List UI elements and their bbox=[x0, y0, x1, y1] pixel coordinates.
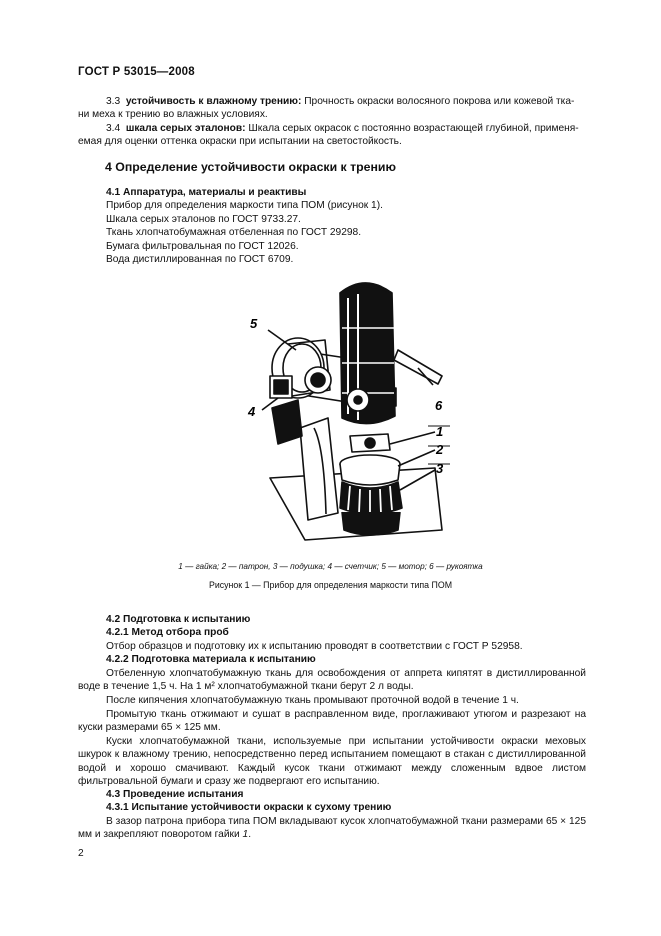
section-4-2 bbox=[106, 613, 586, 667]
list-item: Шкала серых эталонов по ГОСТ 9733.27. bbox=[106, 213, 301, 225]
figure-label-4: 4 bbox=[248, 404, 256, 419]
list-item: Ткань хлопчатобумажная отбеленная по ГОСТ 29298. bbox=[106, 227, 362, 239]
figure-label-1: 1 bbox=[436, 424, 444, 439]
term-3-4 bbox=[78, 122, 581, 149]
paragraph-4-2-2-3: Промытую ткань отжимают и сушат в расправленном виде, проглаживают утюгом и разрезают на куски размерами 65 × 125 мм. bbox=[78, 709, 586, 734]
section-4-3-1-heading: 4.3.1 Испытание устойчивости окраски к сухому трению bbox=[106, 802, 392, 814]
list-item: Прибор для определения маркости типа ПОМ (рисунок 1). bbox=[106, 200, 383, 212]
document-header: ГОСТ Р 53015—2008 bbox=[78, 66, 195, 78]
paragraph-4-3-1-1-text: В зазор патрона прибора типа ПОМ вкладывают кусок хлопчатобумажной ткани размерами 65 × 125 мм и закрепляют поворотом гайки bbox=[78, 816, 586, 841]
section-4-2-2-heading: 4.2.2 Подготовка материала к испытанию bbox=[106, 654, 316, 666]
term-3-4-number: 3.4 bbox=[106, 123, 121, 134]
term-3-3-text: Прочность окраски волосяного покрова или кожевой тка- bbox=[304, 96, 575, 107]
term-3-4-term: шкала серых эталонов: bbox=[125, 123, 246, 134]
handle bbox=[394, 350, 442, 384]
paragraph-4-3-1-1-end: . bbox=[248, 829, 252, 841]
section-4-2-1-text: Отбор образцов и подготовку их к испытанию проводят в соответствии с ГОСТ Р 52958. bbox=[106, 640, 523, 652]
figure-legend: 1 — гайка; 2 — патрон, 3 — подушка; 4 — счетчик; 5 — мотор; 6 — рукоятка bbox=[178, 562, 483, 571]
section-4-2-heading: 4.2 Подготовка к испытанию bbox=[106, 614, 251, 625]
figure-label-2: 2 bbox=[436, 442, 444, 457]
term-3-3-text-continued: ни меха к трению во влажных условиях. bbox=[78, 109, 268, 121]
term-3-4-text: Шкала серых окрасок с постоянно возрастающей глубиной, применя- bbox=[248, 123, 579, 134]
paragraph-4-2-2-4: Куски хлопчатобумажной ткани, используемые при испытании устойчивости окраски меховых шкурок к влажному трению, непосредственно перед испытанием помещают в стакан с дистиллированной водой и хорошо смачивают. Каждый кусок ткани отжимают между сложенным вдвое листом фильтровальной бумаги и сразу же подвергают его испытанию. bbox=[78, 736, 586, 788]
paragraph-4-2-2-2: После кипячения хлопчатобумажную ткань промывают проточной водой в течение 1 ч. bbox=[106, 695, 519, 706]
section-4-3-heading: 4.3 Проведение испытания bbox=[106, 789, 244, 800]
section-4-title: 4 Определение устойчивости окраски к трению bbox=[105, 160, 396, 174]
term-3-3-number: 3.3 bbox=[106, 96, 121, 107]
section-4-2-1-heading: 4.2.1 Метод отбора проб bbox=[106, 627, 229, 639]
list-item: Вода дистиллированная по ГОСТ 6709. bbox=[106, 254, 294, 266]
section-4-1 bbox=[106, 186, 586, 266]
paragraph-4-3-1-1-ref: 1 bbox=[242, 829, 249, 841]
list-item: Бумага фильтровальная по ГОСТ 12026. bbox=[106, 240, 299, 252]
section-4-1-heading: 4.1 Аппаратура, материалы и реактивы bbox=[106, 187, 307, 198]
figure-label-3: 3 bbox=[436, 461, 444, 476]
term-3-3 bbox=[78, 95, 581, 122]
device-drawing bbox=[230, 268, 480, 558]
page-number: 2 bbox=[78, 848, 84, 859]
figure-label-5: 5 bbox=[250, 316, 258, 331]
term-3-3-term: устойчивость к влажному трению: bbox=[125, 96, 302, 107]
paragraph-4-2-2-1: Отбеленную хлопчатобумажную ткань для освобождения от аппрета кипятят в дистиллированной воде в течение 1,5 ч. На 1 м² хлопчатобумажной ткани берут 2 л воды. bbox=[78, 668, 586, 693]
paragraph-4-3-1-1 bbox=[78, 815, 586, 842]
figure-label-6: 6 bbox=[435, 398, 443, 413]
term-3-4-text-continued: емая для оценки оттенка окраски при испытании на светостойкость. bbox=[78, 136, 402, 148]
figure-caption: Рисунок 1 — Прибор для определения маркости типа ПОМ bbox=[208, 580, 453, 590]
section-4-3 bbox=[106, 788, 586, 815]
